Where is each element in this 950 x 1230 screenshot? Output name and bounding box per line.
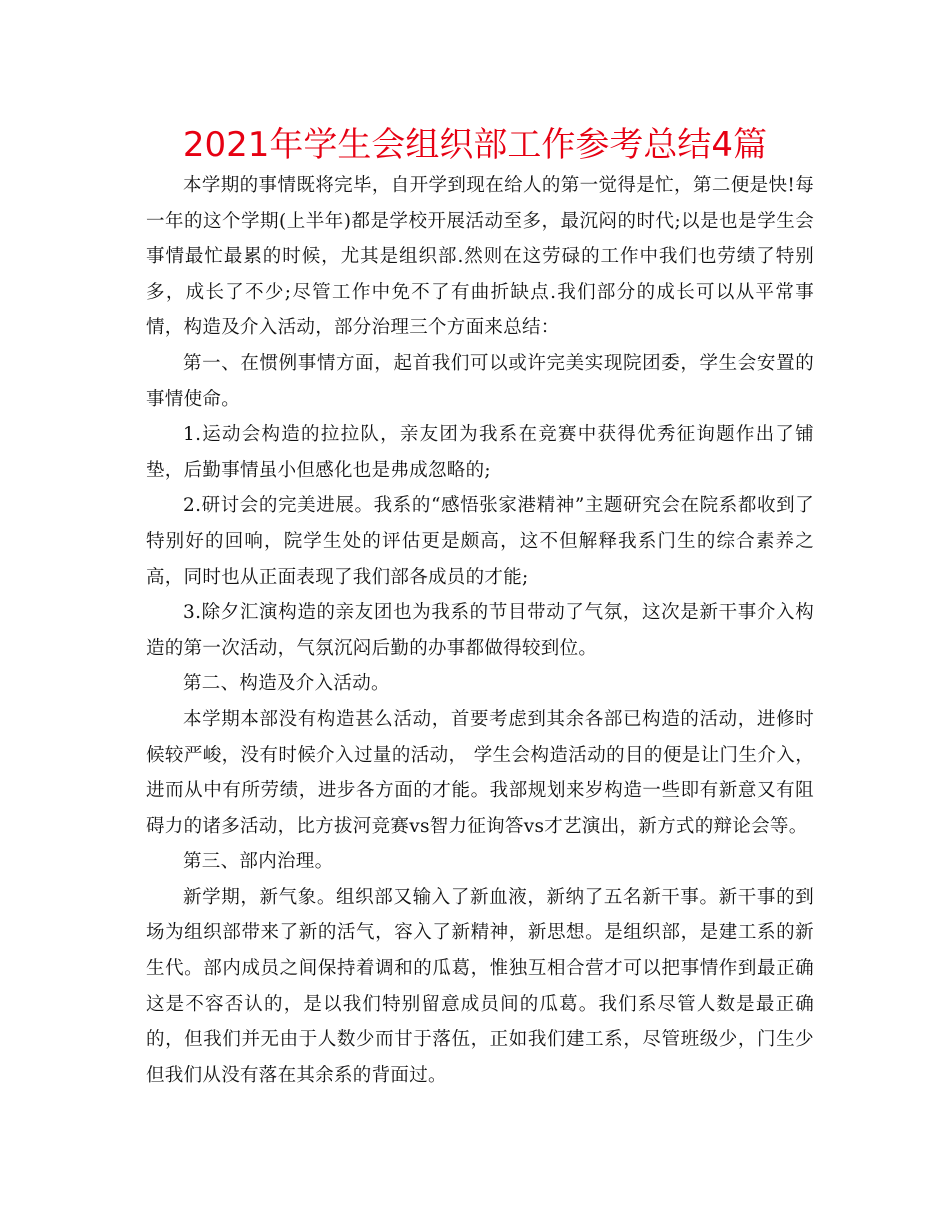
document-body	[146, 168, 814, 1093]
paragraph-section-2-body: 本学期本部没有构造甚么活动，首要考虑到其余各部已构造的活动，进修时候较严峻，没有时候介入过量的活动， 学生会构造活动的目的便是让门生介入，进而从中有所劳绩，进步各方面的才能。我部规划来岁构造一些即有新意又有阻碍力的诸多活动，比方拔河竞赛vs智力征询答vs才艺演出，新方式的辩论会等。	[146, 708, 814, 837]
paragraph-item-1: 1.运动会构造的拉拉队，亲友团为我系在竞赛中获得优秀征询题作出了铺垫，后勤事情虽小但感化也是弗成忽略的;	[146, 424, 814, 481]
paragraph-intro: 本学期的事情既将完毕，自开学到现在给人的第一觉得是忙，第二便是快!每一年的这个学期(上半年)都是学校开展活动至多，最沉闷的时代;以是也是学生会事情最忙最累的时候，尤其是组织部.然则在这劳碌的工作中我们也劳绩了特别多，成长了不少;尽管工作中免不了有曲折缺点.我们部分的成长可以从平常事情，构造及介入活动，部分治理三个方面来总结：	[146, 175, 814, 339]
paragraph-section-3-body: 新学期，新气象。组织部又输入了新血液，新纳了五名新干事。新干事的到场为组织部带来了新的活气，容入了新精神，新思想。是组织部，是建工系的新生代。部内成员之间保持着调和的瓜葛，惟独互相合营才可以把事情作到最正确这是不容否认的，是以我们特别留意成员间的瓜葛。我们系尽管人数是最正确的，但我们并无由于人数少而甘于落伍，正如我们建工系，尽管班级少，门生少但我们从没有落在其余系的背面过。	[146, 886, 814, 1086]
paragraph-section-1-heading: 第一、在惯例事情方面，起首我们可以或许完美实现院团委，学生会安置的事情使命。	[146, 352, 814, 410]
paragraph-section-3-heading: 第三、部内治理。	[183, 851, 334, 873]
paragraph-item-3: 3.除夕汇演构造的亲友团也为我系的节目带动了气氛，这次是新干事介入构造的第一次活动，气氛沉闷后勤的办事都做得较到位。	[146, 602, 814, 659]
document-title: 2021年学生会组织部工作参考总结4篇	[182, 125, 768, 165]
paragraph-section-2-heading: 第二、构造及介入活动。	[183, 673, 390, 695]
paragraph-item-2: 2.研讨会的完美进展。我系的“感悟张家港精神”主题研究会在院系都收到了特别好的回响，院学生处的评估更是颇高，这不但解释我系门生的综合素养之高，同时也从正面表现了我们部各成员的才能;	[146, 495, 814, 588]
